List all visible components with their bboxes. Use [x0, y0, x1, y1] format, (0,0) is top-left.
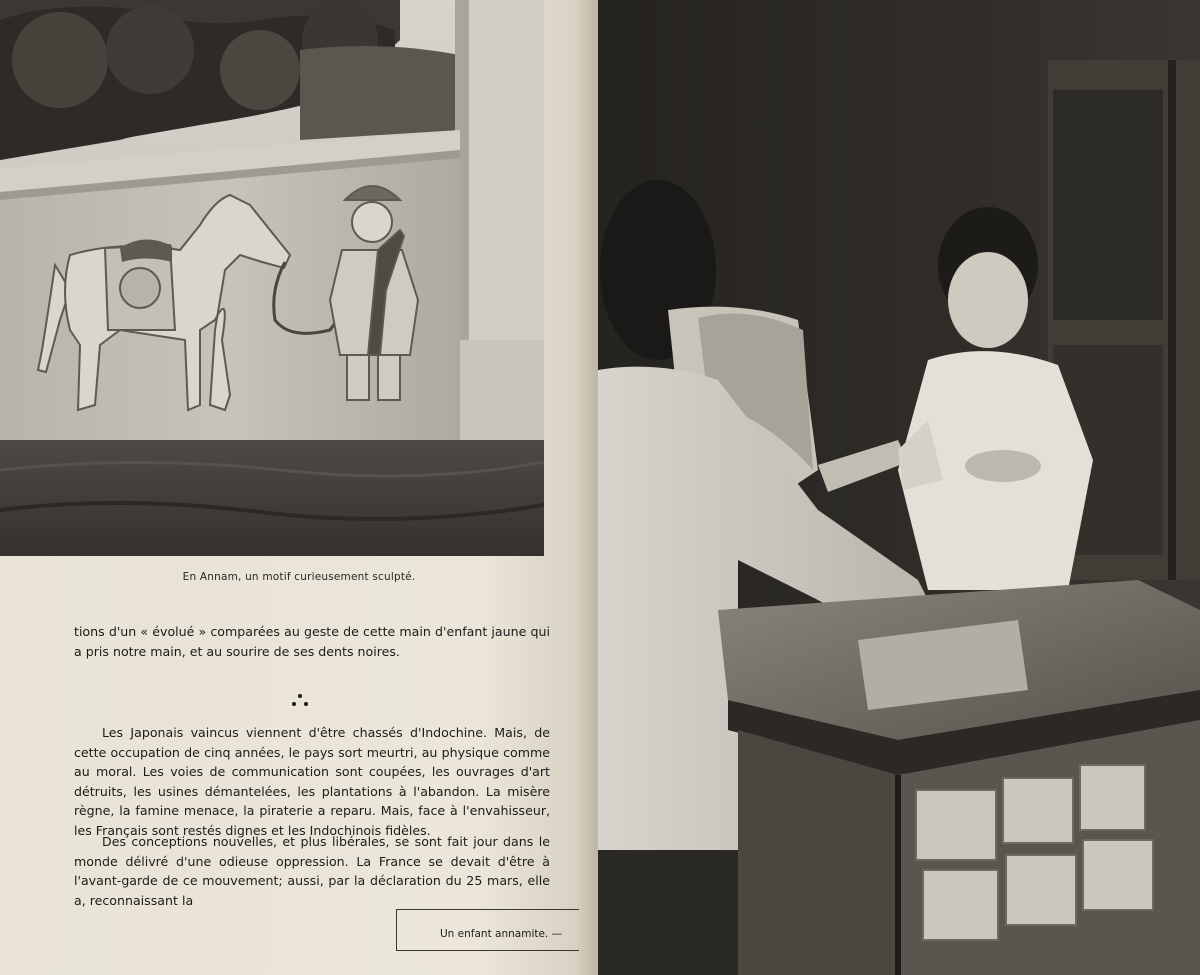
paragraph-text: Des conceptions nouvelles, et plus libérales, se sont fait jour dans le monde délivré d'une odieuse oppression. La France se devait d'être à l'avant-garde de ce mouvement; aussi, par la déclaration du 25 mars, elle a, reconnaissant la — [74, 834, 550, 908]
paragraph-text: tions d'un « évolué » comparées au geste de cette main d'enfant jaune qui a pris notre main, et au sourire de ses dents noires. — [74, 624, 550, 659]
annamite-child-photo — [598, 0, 1200, 975]
asterism-icon — [290, 693, 310, 707]
paragraph-new-conceptions — [74, 832, 550, 910]
right-page — [598, 0, 1200, 975]
paragraph-continuation — [74, 622, 550, 661]
left-page — [0, 0, 598, 975]
paragraph-text: Les Japonais vaincus viennent d'être chassés d'Indochine. Mais, de cette occupation de cinq années, le pays sort meurtri, au physique comme au moral. Les voies de communication sont coupées, les ouvrages d'art détruits, les usines démantelées, les plantations à l'abandon. La misère règne, la famine menace, la piraterie a reparu. Mais, face à l'envahisseur, les Français sont restés dignes et les Indochinois fidèles. — [74, 725, 550, 838]
paragraph-japanese-occupation — [74, 723, 550, 840]
carved-wall-photo — [0, 0, 544, 556]
photo-caption-top: En Annam, un motif curieusement sculpté. — [182, 571, 416, 583]
photo-caption-bottom: Un enfant annamite. — — [440, 928, 563, 940]
